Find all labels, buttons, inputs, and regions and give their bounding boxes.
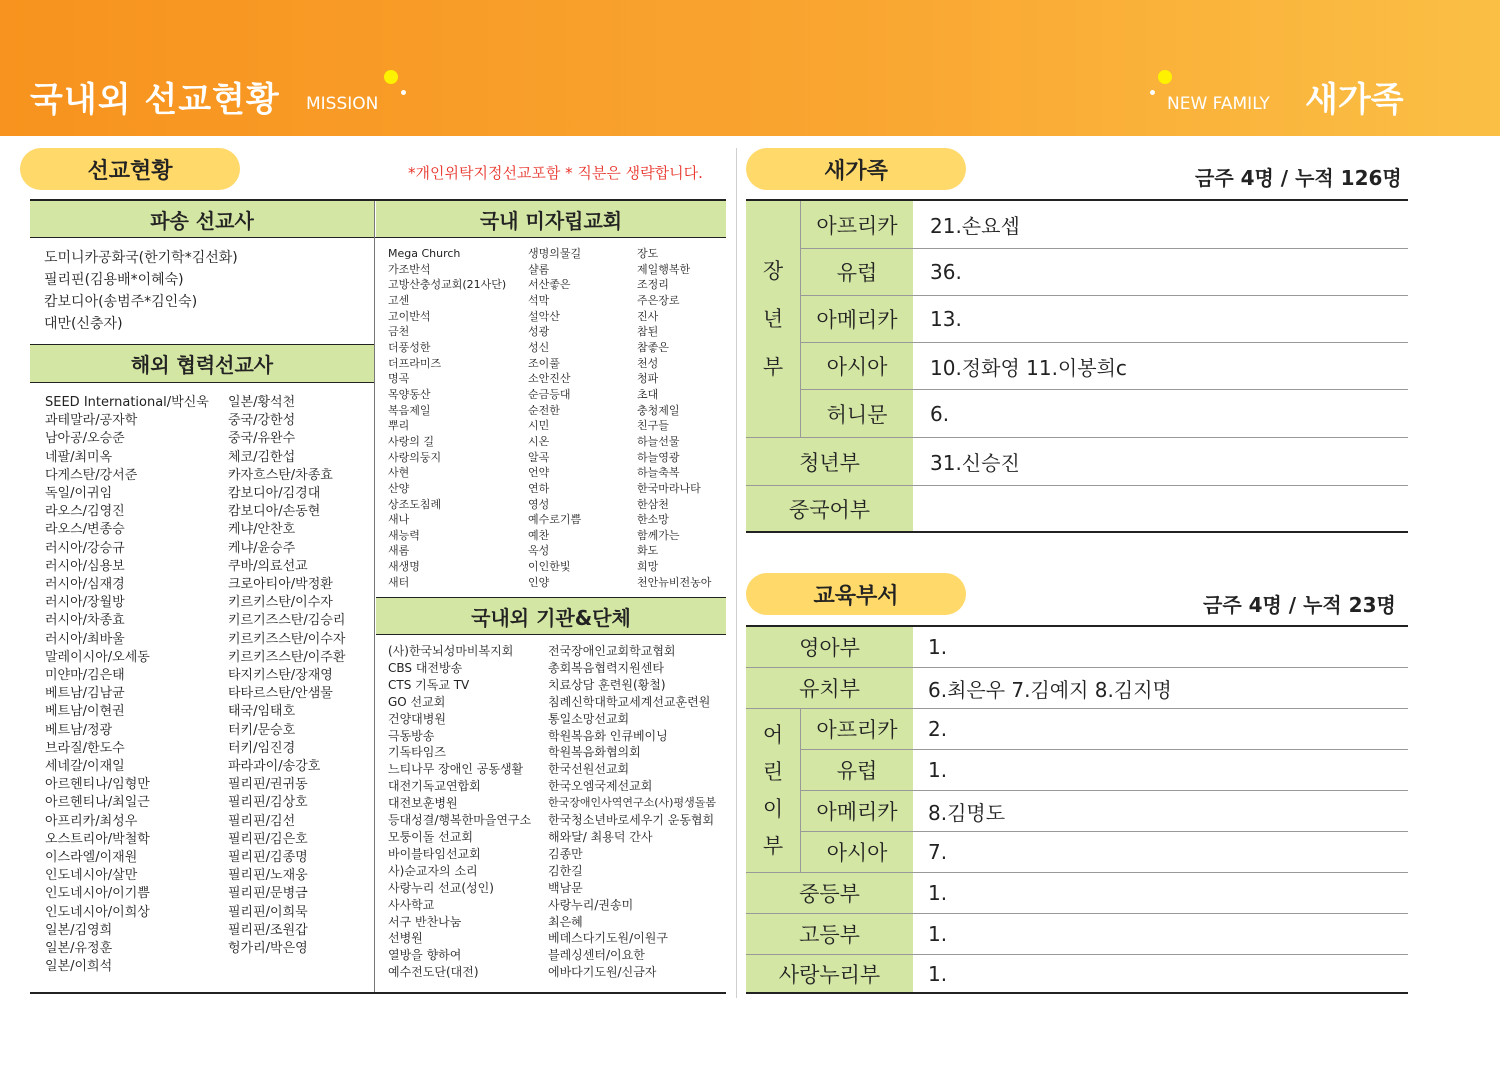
dept-value: 36.	[930, 260, 962, 284]
mission-pill: 선교현황	[20, 148, 240, 190]
domestic-churches-header: 국내 미자립교회	[376, 201, 726, 237]
list-item: 필리핀/김선	[228, 813, 296, 829]
organizations-list-col2	[548, 643, 716, 981]
list-item: 러시아/강승규	[45, 540, 125, 556]
list-item: 통일소망선교회	[548, 711, 630, 726]
group-char: 년	[762, 307, 784, 331]
list-item: Mega Church	[388, 247, 461, 260]
list-item: (사)한국뇌성마비복지회	[388, 644, 514, 658]
dept-cell: 유럽	[801, 249, 913, 295]
group-char: 이	[762, 796, 784, 821]
list-item: 새능력	[388, 528, 420, 542]
list-item: 금천	[388, 325, 410, 339]
list-item: 필리핀/김은호	[228, 831, 308, 847]
dept-cell: 아시아	[801, 343, 913, 389]
sent-missionaries-header: 파송 선교사	[30, 201, 374, 237]
list-item: 필리핀/권귀동	[228, 777, 308, 793]
group-label-children	[746, 709, 800, 872]
dept-cell: 중등부	[746, 873, 913, 913]
list-item: 캄보디아/김경대	[228, 486, 321, 502]
education-pill: 교육부서	[746, 573, 966, 615]
dept-cell: 아시아	[801, 832, 913, 872]
list-item: 아프리카/최성우	[45, 813, 138, 829]
header-banner	[0, 0, 1500, 136]
list-item: 독일/이귀임	[45, 486, 113, 502]
list-item: 극동방송	[388, 728, 435, 743]
list-item: 필리핀/노재웅	[228, 868, 308, 884]
list-item: 인도네시아/이희상	[45, 904, 150, 920]
white-dot-icon	[1150, 90, 1155, 95]
overseas-list-col2	[228, 394, 345, 958]
list-item: 이인한빛	[528, 560, 571, 574]
list-item: 라오스/김영진	[45, 504, 125, 520]
list-item: 타타르스탄/안샘물	[228, 686, 333, 702]
list-item: 상조도침례	[388, 497, 442, 511]
group-char: 장	[762, 259, 784, 283]
list-item: 헝가리/박은영	[228, 941, 308, 957]
list-item: 키르기즈스탄/김승리	[228, 613, 346, 629]
dept-cell: 유럽	[801, 750, 913, 790]
list-item: 베트남/정광	[45, 722, 113, 738]
list-item: 열방을 향하여	[388, 948, 462, 963]
dept-cell: 영아부	[746, 627, 913, 667]
list-item: 케냐/윤승주	[228, 540, 296, 556]
list-item: 한국오엠국제선교회	[548, 779, 653, 794]
list-item: 느티나무 장애인 공동생활	[388, 762, 524, 777]
dept-value: 1.	[928, 635, 948, 659]
list-item: 천성	[637, 356, 659, 370]
dept-cell: 유치부	[746, 668, 913, 708]
dept-value: 8.김명도	[928, 800, 1006, 825]
list-item: 일본/황석천	[228, 395, 296, 410]
dept-cell: 아프리카	[801, 709, 913, 749]
list-item: 조이풀	[528, 356, 560, 370]
list-item: 아르헨티나/임형만	[45, 777, 150, 793]
list-item: 영성	[528, 497, 550, 511]
dept-value: 21.손요셉	[930, 214, 1020, 238]
list-item: 생명의물길	[528, 247, 582, 260]
list-item: SEED International/박신욱	[45, 395, 209, 410]
list-item: 등대성결/행복한마을연구소	[388, 813, 532, 828]
list-item: 대만(신충자)	[44, 316, 123, 332]
list-item: 사사학교	[388, 897, 435, 912]
list-item: 네팔/최미옥	[45, 449, 113, 465]
dept-value: 31.신승진	[930, 451, 1020, 475]
yellow-dot-icon	[384, 70, 398, 84]
list-item: 학원복음화협의회	[548, 745, 641, 760]
list-item: 사)순교자의 소리	[388, 863, 478, 878]
list-item: 러시아/심용보	[45, 558, 125, 574]
list-item: 새나	[388, 513, 410, 527]
list-item: 한소망	[637, 513, 669, 527]
dept-value: 1.	[928, 961, 948, 986]
list-item: 케냐/안찬호	[228, 522, 296, 538]
list-item: 예찬	[528, 528, 550, 542]
list-item: 성광	[528, 325, 550, 339]
divider	[376, 634, 726, 635]
dept-value: 10.정화영 11.이봉희c	[930, 355, 1127, 380]
organizations-list-col1	[388, 643, 531, 981]
dept-value: 7.	[928, 840, 948, 864]
list-item: 김종만	[548, 846, 583, 861]
list-item: 카자흐스탄/차종효	[228, 467, 333, 483]
list-item: 서산좋은	[528, 278, 571, 292]
list-item: 라오스/변종승	[45, 522, 125, 538]
list-item: 치료상담 훈련원(황철)	[548, 677, 666, 692]
column-divider	[374, 201, 375, 993]
list-item: 백남문	[548, 880, 583, 895]
dept-cell: 고등부	[746, 914, 913, 954]
list-item: 키르키즈스탄/이수자	[228, 631, 346, 647]
dept-value: 1.	[928, 881, 948, 905]
list-item: 러시아/차종효	[45, 613, 125, 629]
list-item: 키르키즈스탄/이주환	[228, 649, 346, 665]
list-item: 필리핀/조원갑	[228, 922, 308, 938]
list-item: 고방산충성교회(21사단)	[388, 278, 507, 292]
list-item: 뿌리	[388, 419, 410, 433]
newfamily-title: 새가족	[1305, 80, 1404, 120]
list-item: 총회복음협력지원센타	[548, 660, 664, 675]
list-item: 베트남/이현권	[45, 704, 125, 720]
list-item: 가조반석	[388, 262, 431, 276]
list-item: 함께가는	[637, 528, 680, 542]
dept-cell: 아메리카	[801, 296, 913, 342]
list-item: 브라질/한도수	[45, 740, 125, 756]
list-item: 모퉁이돌 선교회	[388, 829, 473, 844]
list-item: 천안뉴비전농아	[637, 575, 712, 589]
list-item: 하늘영광	[637, 450, 680, 464]
list-item: 더풍성한	[388, 340, 431, 354]
dept-value: 6.최은우 7.김예지 8.김지명	[928, 677, 1172, 702]
list-item: 바이블타임선교회	[388, 846, 481, 861]
list-item: 더프라미즈	[388, 356, 442, 370]
overseas-missionaries-header: 해외 협력선교사	[30, 345, 374, 382]
list-item: 시온	[528, 434, 550, 448]
list-item: 타지키스탄/장재영	[228, 668, 333, 684]
list-item: 건양대병원	[388, 711, 446, 726]
list-item: 친구들	[637, 419, 669, 433]
list-item: 참된	[637, 325, 659, 339]
dept-cell: 청년부	[746, 438, 913, 485]
domestic-list-col3	[637, 246, 711, 590]
list-item: 러시아/최바울	[45, 631, 125, 647]
list-item: 필리핀/이희묵	[228, 904, 308, 920]
list-item: 김한길	[548, 863, 583, 878]
list-item: 순전한	[528, 403, 560, 417]
dept-value: 2.	[928, 717, 948, 741]
list-item: 사랑의둥지	[388, 450, 442, 464]
list-item: 대전보훈병원	[388, 796, 458, 811]
list-item: 기독타임즈	[388, 745, 446, 760]
mission-title: 국내외 선교현황	[30, 80, 280, 120]
list-item: 샬롬	[528, 262, 550, 276]
list-item: 목양동산	[388, 387, 431, 401]
list-item: 필리핀(김용배*이혜숙)	[44, 272, 184, 288]
newfamily-pill: 새가족	[746, 148, 966, 190]
white-dot-icon	[401, 90, 406, 95]
mission-note: *개인위탁지정선교포함 * 직분은 생략합니다.	[408, 164, 703, 182]
sent-missionaries-list	[44, 247, 238, 335]
list-item: 소안진산	[528, 372, 571, 386]
list-item: 아르헨티나/최일근	[45, 795, 150, 811]
list-item: 산양	[388, 481, 410, 495]
list-item: 예수전도단(대전)	[388, 965, 479, 980]
domestic-list-col2	[528, 246, 581, 590]
dept-cell: 아프리카	[801, 201, 913, 248]
list-item: CBS 대전방송	[388, 660, 463, 675]
list-item: 러시아/심재경	[45, 577, 125, 593]
list-item: 새생명	[388, 560, 420, 574]
list-item: 옥성	[528, 544, 550, 558]
list-item: 하늘축복	[637, 466, 680, 480]
list-item: 새롬	[388, 544, 410, 558]
list-item: 초대	[637, 387, 659, 401]
divider	[746, 992, 1408, 994]
list-item: 새터	[388, 575, 410, 589]
overseas-list-col1	[45, 394, 209, 977]
list-item: CTS 기독교 TV	[388, 677, 470, 692]
list-item: 쿠바/의료선교	[228, 558, 308, 574]
list-item: 다게스탄/강서준	[45, 467, 138, 483]
list-item: 해와달/ 최용덕 간사	[548, 829, 653, 844]
list-item: 희망	[637, 560, 659, 574]
list-item: 크로아티아/박정환	[228, 577, 333, 593]
list-item: 인도네시아/이기쁨	[45, 886, 150, 902]
group-char: 린	[762, 759, 784, 784]
newfamily-summary: 금주 4명 / 누적 126명	[1195, 166, 1402, 190]
list-item: 선병원	[388, 931, 423, 946]
list-item: 터키/임진경	[228, 740, 296, 756]
list-item: 순금등대	[528, 387, 571, 401]
list-item: 러시아/장월방	[45, 595, 125, 611]
list-item: 베데스다기도원/이원구	[548, 931, 668, 946]
list-item: 일본/유정훈	[45, 941, 113, 957]
list-item: 태국/임태호	[228, 704, 296, 720]
list-item: 학원복음화 인큐베이닝	[548, 728, 668, 743]
newfamily-subtitle: NEW FAMILY	[1167, 94, 1270, 114]
list-item: 주은장로	[637, 293, 680, 307]
list-item: 도미니카공화국(한기학*김선화)	[44, 250, 238, 266]
list-item: 고센	[388, 293, 410, 307]
list-item: 오스트리아/박철학	[45, 831, 150, 847]
list-item: 진사	[637, 309, 659, 323]
dept-value: 6.	[930, 401, 950, 426]
domestic-list-col1	[388, 246, 506, 590]
list-item: 제일행복한	[637, 262, 691, 276]
education-summary: 금주 4명 / 누적 23명	[1203, 593, 1396, 617]
list-item: 블레싱센터/이요한	[548, 948, 645, 963]
list-item: 이스라엘/이재원	[45, 850, 138, 866]
list-item: 말레이시아/오세동	[45, 649, 150, 665]
list-item: 필리핀/김상호	[228, 795, 308, 811]
list-item: 한국장애인사역연구소(사)평생돌봄	[548, 796, 716, 810]
list-item: 한국선원선교회	[548, 762, 630, 777]
list-item: 전국장애인교회학교협회	[548, 644, 676, 658]
list-item: 사랑의 길	[388, 434, 435, 448]
list-item: 필리핀/문병금	[228, 886, 308, 902]
list-item: 사랑누리 선교(성인)	[388, 880, 494, 895]
list-item: 중국/유완수	[228, 431, 296, 447]
list-item: 언약	[528, 466, 550, 480]
divider	[30, 992, 726, 994]
list-item: 일본/김영희	[45, 922, 113, 938]
list-item: 참좋은	[637, 340, 669, 354]
list-item: 한삼천	[637, 497, 669, 511]
dept-value: 1.	[928, 922, 948, 946]
dept-cell: 중국어부	[746, 486, 913, 531]
list-item: 장도	[637, 247, 659, 260]
list-item: 베트남/김남균	[45, 686, 125, 702]
list-item: 인도네시아/살만	[45, 868, 138, 884]
list-item: 일본/이희석	[45, 959, 113, 975]
list-item: 성신	[528, 340, 550, 354]
list-item: 복음제일	[388, 403, 431, 417]
list-item: 명곡	[388, 372, 410, 386]
list-item: 조정리	[637, 278, 669, 292]
group-char: 부	[762, 355, 784, 379]
list-item: 대전기독교연합회	[388, 779, 481, 794]
mission-subtitle: MISSION	[306, 94, 379, 114]
list-item: 설악산	[528, 309, 560, 323]
list-item: 침례신학대학교세계선교훈련원	[548, 694, 711, 709]
list-item: 과테말라/공자학	[45, 413, 138, 429]
list-item: GO 선교회	[388, 694, 446, 709]
list-item: 석막	[528, 293, 550, 307]
list-item: 충청제일	[637, 403, 680, 417]
yellow-dot-icon	[1158, 70, 1172, 84]
list-item: 필리핀/김종명	[228, 850, 308, 866]
list-item: 예수로기쁨	[528, 513, 582, 527]
list-item: 청파	[637, 372, 659, 386]
divider	[746, 531, 1408, 533]
list-item: 알곡	[528, 450, 550, 464]
group-char: 부	[762, 833, 784, 858]
list-item: 캄보디아(송범주*김인숙)	[44, 294, 198, 310]
dept-value: 13.	[930, 307, 962, 331]
list-item: 한국청소년바로세우기 운동협회	[548, 813, 715, 828]
list-item: 터키/문승호	[228, 722, 296, 738]
list-item: 체코/김한섭	[228, 449, 296, 465]
dept-cell: 아메리카	[801, 791, 913, 831]
divider	[30, 237, 726, 238]
list-item: 중국/강한성	[228, 413, 296, 429]
list-item: 한국마라나타	[637, 481, 701, 495]
list-item: 사현	[388, 466, 410, 480]
group-char: 어	[762, 722, 784, 747]
dept-cell: 허니문	[801, 390, 913, 437]
list-item: 서구 반찬나눔	[388, 914, 462, 929]
list-item: 화도	[637, 544, 659, 558]
list-item: 최은혜	[548, 914, 583, 929]
list-item: 인양	[528, 575, 550, 589]
list-item: 하늘선물	[637, 434, 680, 448]
organizations-header: 국내외 기관&단체	[376, 598, 726, 634]
list-item: 에바다기도원/신금자	[548, 965, 657, 980]
dept-cell: 사랑누리부	[746, 955, 913, 992]
list-item: 파라과이/송강호	[228, 759, 321, 775]
group-label-young-adults	[746, 201, 800, 437]
list-item: 시민	[528, 419, 550, 433]
list-item: 고이반석	[388, 309, 431, 323]
list-item: 연하	[528, 481, 550, 495]
list-item: 사랑누리/권송미	[548, 897, 634, 912]
list-item: 세네갈/이재일	[45, 759, 125, 775]
divider	[30, 382, 374, 383]
dept-value: 1.	[928, 758, 948, 782]
list-item: 캄보디아/손동현	[228, 504, 321, 520]
list-item: 미얀마/김은태	[45, 668, 125, 684]
page-divider	[736, 148, 737, 998]
list-item: 키르키스탄/이수자	[228, 595, 333, 611]
list-item: 남아공/오승준	[45, 431, 125, 447]
